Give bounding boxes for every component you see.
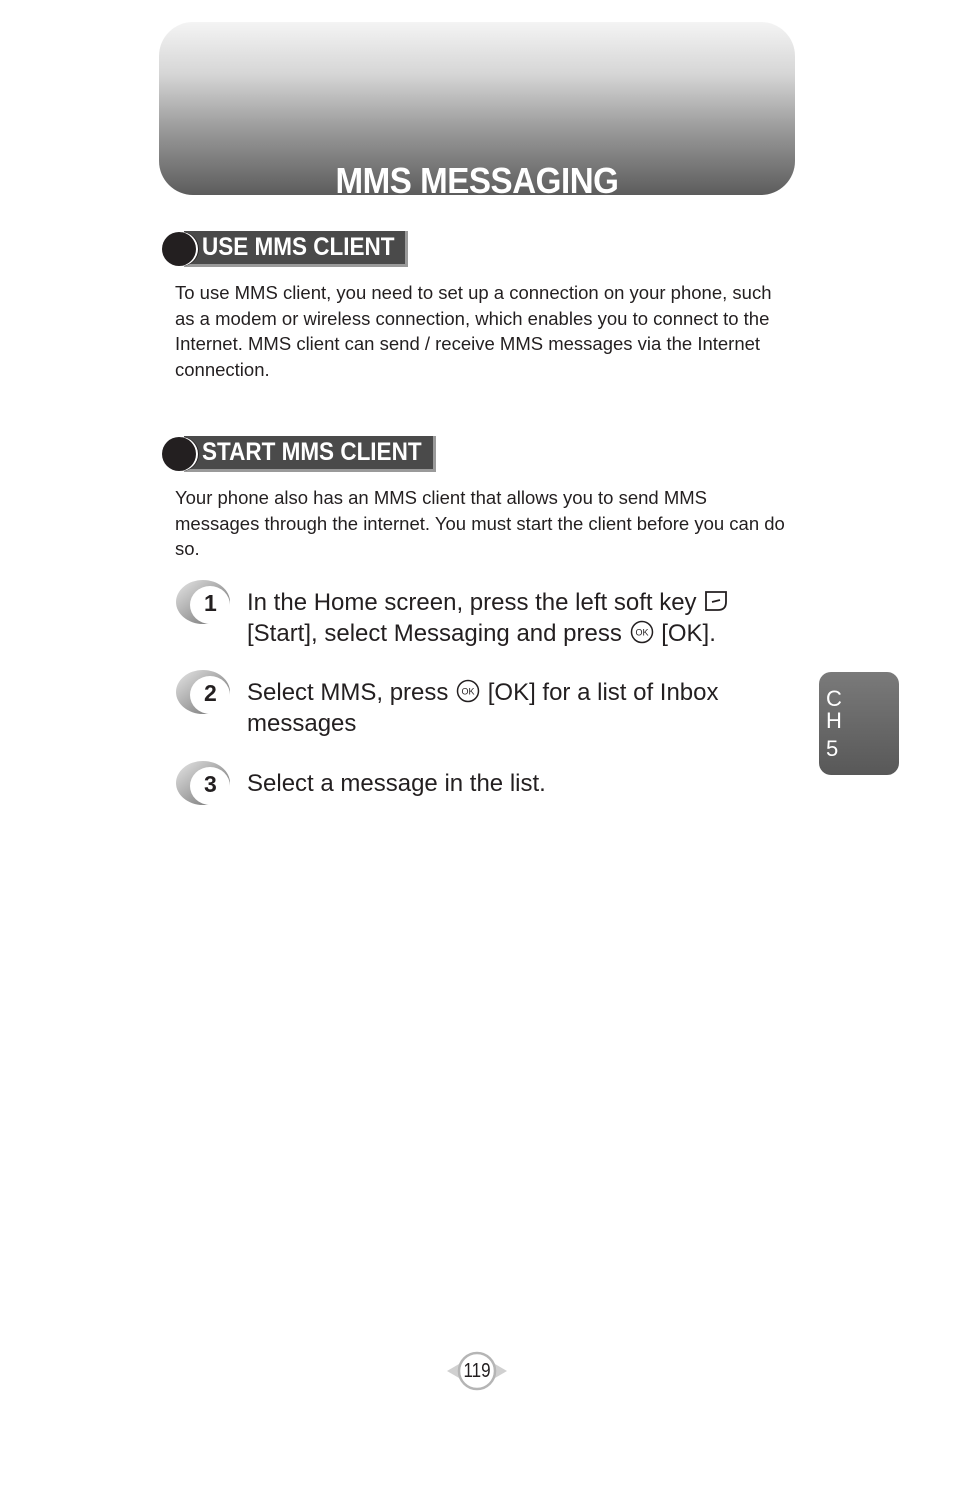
section-heading-label: START MMS CLIENT — [202, 438, 422, 466]
section-bullet-icon — [162, 437, 196, 471]
section-heading-use-mms-client — [162, 231, 408, 267]
step-number-badge-icon — [176, 580, 230, 624]
step-number-badge-icon — [176, 761, 230, 805]
chapter-tab-h: H — [826, 708, 842, 733]
ok-key-icon — [455, 679, 481, 703]
ok-key-label: OK — [635, 627, 649, 637]
step-text-line: messages — [247, 709, 357, 737]
chapter-header-banner — [159, 22, 795, 201]
step-number: 3 — [204, 771, 217, 797]
section-heading-start-mms-client — [162, 436, 436, 472]
section-body-use-mms-client: To use MMS client, you need to set up a connection on your phone, such as a modem or wireless connection, which enables you to connect to the Internet. MMS client can send / receive MMS messages via the Internet connection. — [175, 282, 772, 380]
section-bullet-icon — [162, 232, 196, 266]
chapter-tab-number: 5 — [826, 736, 839, 761]
step-number: 1 — [204, 590, 217, 616]
step-number: 2 — [204, 680, 217, 706]
ok-key-icon — [629, 620, 655, 644]
step-text-line: [Start], select Messaging and press — [247, 619, 622, 647]
step-2 — [176, 670, 776, 740]
step-text-line: In the Home screen, press the left soft key — [247, 589, 697, 616]
step-number-badge-icon — [176, 670, 230, 714]
step-text — [247, 769, 767, 800]
step-text — [247, 678, 767, 739]
ok-key-label: OK — [461, 686, 475, 697]
step-text-line: [OK] for a list of Inbox — [487, 679, 719, 706]
page-number: 119 — [463, 1360, 491, 1382]
section-heading-label: USE MMS CLIENT — [202, 233, 395, 261]
page-title: MMS MESSAGING — [335, 160, 619, 201]
page-number-badge — [445, 1350, 509, 1392]
chapter-tab — [819, 672, 899, 775]
left-soft-key-icon — [703, 589, 729, 613]
step-3 — [176, 761, 776, 811]
step-text — [247, 588, 767, 649]
step-text-line: Select a message in the list. — [247, 770, 546, 797]
step-1 — [176, 580, 776, 650]
step-text-line: Select MMS, press — [247, 679, 449, 706]
step-text-line: [OK]. — [661, 619, 716, 647]
section-body-start-mms-client: Your phone also has an MMS client that allows you to send MMS messages through the internet. You must start the client before you can do so. — [175, 487, 785, 559]
chapter-tab-c: C — [826, 686, 842, 711]
